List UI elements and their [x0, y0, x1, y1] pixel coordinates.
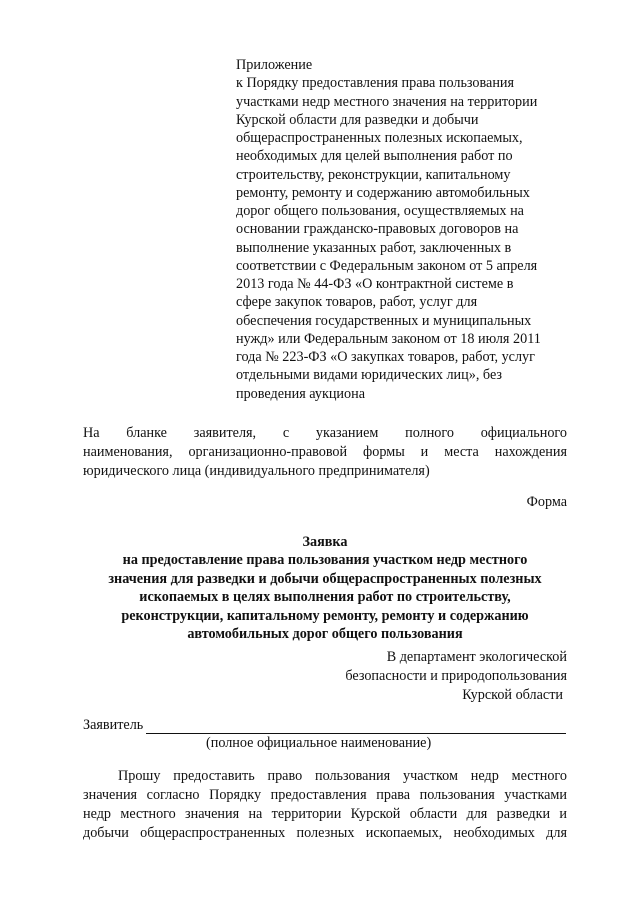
appendix-line: Приложение [236, 57, 313, 73]
appendix-line: ремонту, ремонту и содержанию автомобильных [236, 184, 530, 201]
appendix-line: нужд» или Федеральным законом от 18 июля 2011 [236, 330, 541, 347]
appendix-line: основании гражданско-правовых договоров на [236, 221, 519, 238]
document-title [83, 533, 567, 643]
addressee-line: безопасности и природопользования [345, 668, 567, 684]
appendix-line: года № 223-ФЗ «О закупках товаров, работ, услуг [236, 349, 535, 365]
instruction-line: На бланке заявителя, с указанием полного официального [83, 425, 567, 441]
applicant-blank-line [146, 733, 566, 734]
appendix-line: Курской области для разведки и добычи [236, 111, 479, 128]
appendix-line: к Порядку предоставления права пользования [236, 75, 515, 92]
title-line: на предоставление права пользования участком недр местного [122, 552, 528, 569]
appendix-line: необходимых для целей выполнения работ по [236, 148, 513, 165]
title-line: значения для разведки и добычи общераспространенных полезных [108, 570, 542, 587]
appendix-line: 2013 года № 44-ФЗ «О контрактной системе в [236, 276, 514, 292]
instruction-line: наименования, организационно-правовой формы и места нахождения [83, 444, 567, 460]
title-heading: Заявка [302, 534, 348, 550]
title-line: автомобильных дорог общего пользования [187, 626, 463, 643]
appendix-line: соответствии с Федеральным законом от 5 апреля [236, 257, 538, 274]
letterhead-instruction [83, 424, 567, 481]
appendix-line: строительству, реконструкции, капитальному [236, 166, 511, 183]
request-paragraph [83, 767, 567, 843]
appendix-line: дорог общего пользования, осуществляемых на [236, 203, 524, 219]
title-line: реконструкции, капитальному ремонту, ремонту и содержанию [121, 607, 529, 624]
appendix-line: отдельными видами юридических лиц», без [236, 367, 503, 384]
appendix-line: сфере закупок товаров, работ, услуг для [236, 294, 478, 311]
instruction-line: юридического лица (индивидуального предпринимателя) [83, 463, 430, 479]
applicant-label: Заявитель [83, 717, 144, 733]
appendix-line: проведения аукциона [236, 385, 366, 402]
appendix-header [236, 56, 566, 403]
appendix-line: участками недр местного значения на территории [236, 93, 538, 110]
form-label: Форма [526, 494, 567, 510]
addressee-line: В департамент экологической [386, 649, 567, 665]
title-line: ископаемых в целях выполнения работ по строительству, [139, 589, 511, 606]
appendix-line: выполнение указанных работ, заключенных в [236, 239, 512, 256]
addressee-block [307, 648, 567, 705]
request-line: значения согласно Порядку предоставления права пользования участками [83, 787, 567, 803]
request-line: Прошу предоставить право пользования участком недр местного [118, 768, 567, 784]
request-line: недр местного значения на территории Курской области для разведки и [83, 806, 567, 822]
addressee-line: Курской области [462, 687, 563, 703]
request-line: добычи общераспространенных полезных ископаемых, необходимых для [83, 825, 567, 841]
applicant-caption: (полное официальное наименование) [206, 735, 432, 751]
appendix-line: общераспространенных полезных ископаемых, [236, 130, 523, 146]
appendix-line: обеспечения государственных и муниципальных [236, 312, 532, 329]
